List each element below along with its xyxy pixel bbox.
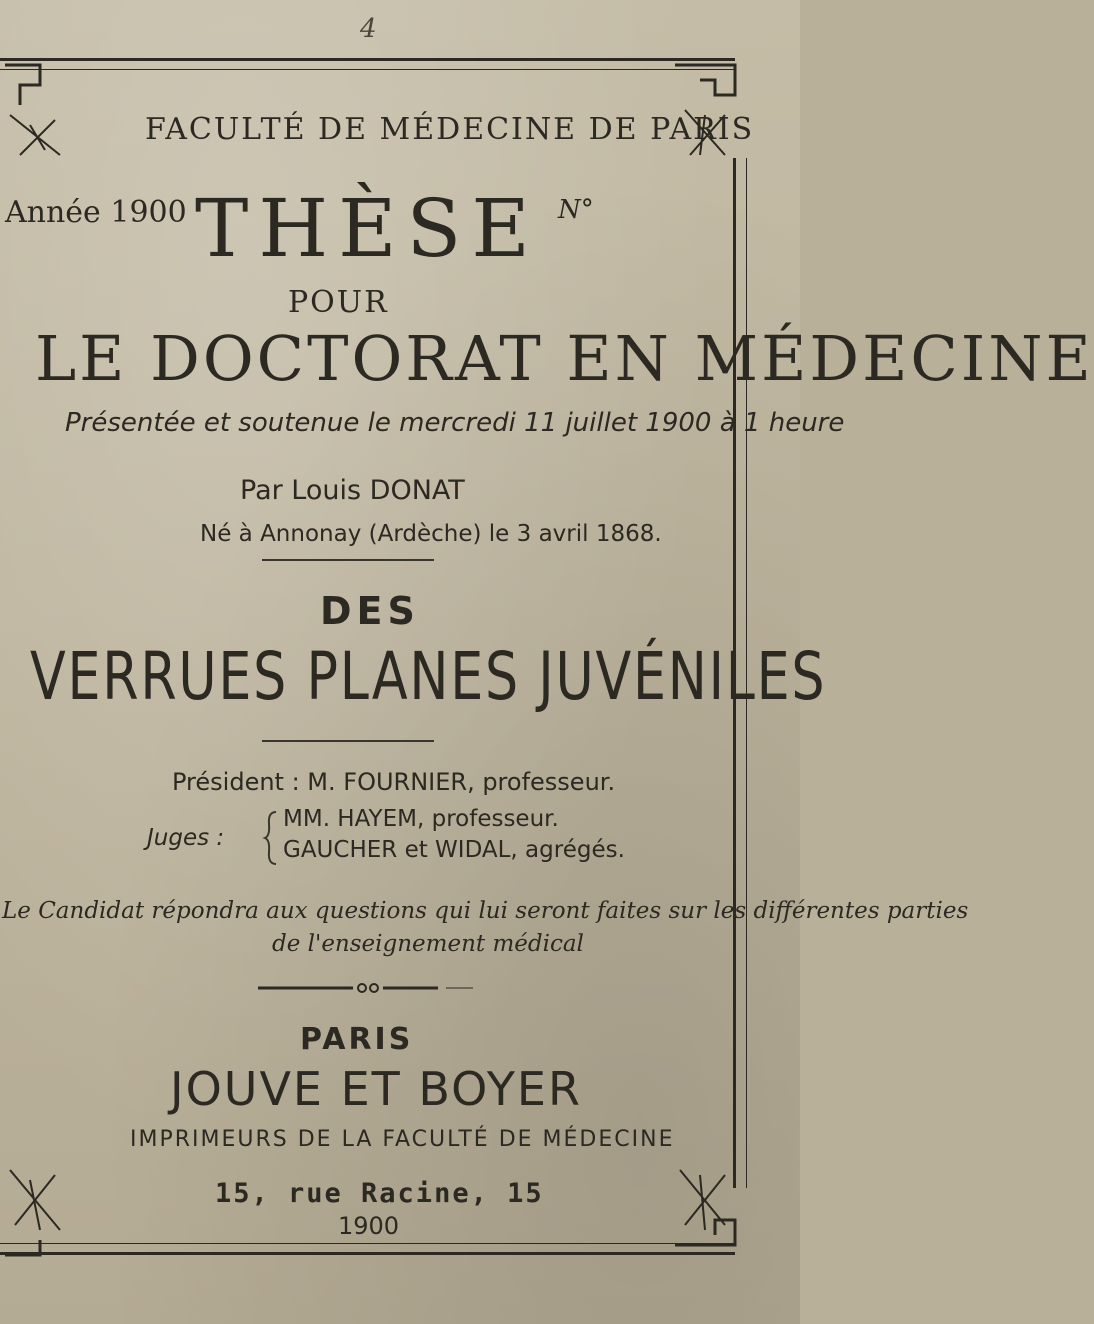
judges-line-2: GAUCHER et WIDAL, agrégés.	[283, 837, 625, 863]
frame-bottom-border	[0, 1243, 735, 1255]
corner-ornament-icon	[655, 55, 745, 165]
brace-icon	[264, 810, 278, 866]
corner-ornament-icon	[645, 1150, 745, 1260]
print-year: 1900	[338, 1212, 400, 1240]
author-line: Par Louis DONAT	[240, 475, 465, 506]
corner-ornament-icon	[0, 55, 80, 165]
corner-ornament-icon	[0, 1160, 100, 1270]
thesis-title: THÈSE	[195, 182, 540, 275]
publisher-name: JOUVE ET BOYER	[170, 1062, 582, 1116]
presentation-line: Présentée et soutenue le mercredi 11 juillet 1900 à 1 heure	[65, 408, 845, 438]
des-label: DES	[320, 589, 420, 633]
printers-line: IMPRIMEURS DE LA FACULTÉ DE MÉDECINE	[130, 1127, 675, 1152]
president-line: Président : M. FOURNIER, professeur.	[172, 768, 616, 796]
page-number: 4	[360, 14, 377, 44]
divider-rule	[262, 740, 434, 742]
pour-label: POUR	[288, 285, 389, 320]
faculty-heading: FACULTÉ DE MÉDECINE DE PARIS	[145, 112, 755, 147]
divider-rule	[262, 559, 434, 561]
city-label: PARIS	[300, 1022, 414, 1057]
candidate-notice-line-2: de l'enseignement médical	[272, 931, 584, 957]
frame-top-border	[0, 58, 735, 70]
degree-heading: LE DOCTORAT EN MÉDECINE	[35, 322, 1094, 395]
year-label: Année 1900	[5, 195, 187, 230]
judges-line-1: MM. HAYEM, professeur.	[283, 806, 559, 832]
divider-ornament-icon	[258, 982, 473, 994]
number-label: N°	[558, 195, 594, 225]
subject-title: VERRUES PLANES JUVÉNILES	[30, 638, 827, 715]
birth-line: Né à Annonay (Ardèche) le 3 avril 1868.	[200, 521, 662, 547]
judges-label: Juges :	[147, 825, 225, 851]
address-line: 15, rue Racine, 15	[215, 1178, 544, 1209]
candidate-notice-line-1: Le Candidat répondra aux questions qui lui seront faites sur les différentes parties	[2, 898, 969, 924]
